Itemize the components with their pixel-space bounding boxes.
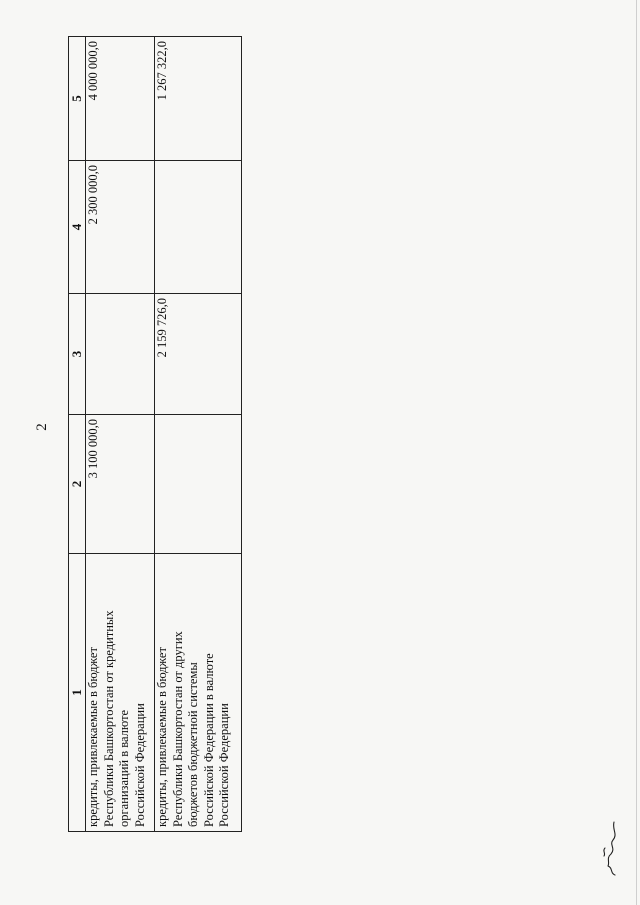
- budget-credits-table: [68, 36, 242, 832]
- table-row: [86, 37, 155, 832]
- row-description: [155, 554, 242, 832]
- amount-cell: 2 300 000,0: [86, 161, 155, 294]
- amount-cell: 3 100 000,0: [86, 415, 155, 554]
- amount-cell: 4 000 000,0: [86, 37, 155, 161]
- description-line: бюджетов бюджетной системы: [186, 662, 201, 827]
- scan-edge: [636, 0, 637, 905]
- page-number: 2: [34, 423, 50, 431]
- table-container: [68, 37, 242, 832]
- column-header: 4: [69, 161, 86, 294]
- row-description: [86, 554, 155, 832]
- description-line: Республики Башкортостан от кредитных: [101, 610, 116, 827]
- table-row: [155, 37, 242, 832]
- amount-cell: 1 267 322,0: [155, 37, 242, 161]
- description-line: кредиты, привлекаемые в бюджет: [86, 647, 100, 827]
- amount-cell: [86, 294, 155, 415]
- column-header: 5: [69, 37, 86, 161]
- amount-cell: [155, 415, 242, 554]
- description-line: организаций в валюте: [117, 709, 131, 827]
- description-line: кредиты, привлекаемые в бюджет: [155, 647, 170, 827]
- amount-cell: 2 159 726,0: [155, 294, 242, 415]
- column-header: 3: [69, 294, 86, 415]
- column-header: 2: [69, 415, 86, 554]
- description-line: Республики Башкортостан от других: [170, 631, 185, 827]
- column-header: 1: [69, 554, 86, 832]
- description-line: Российской Федерации: [217, 703, 232, 827]
- signature-mark: [596, 818, 626, 878]
- description-line: Российской Федерации в валюте: [201, 653, 216, 827]
- amount-cell: [155, 161, 242, 294]
- description-line: Российской Федерации: [132, 703, 147, 827]
- table-header-row: [69, 37, 86, 832]
